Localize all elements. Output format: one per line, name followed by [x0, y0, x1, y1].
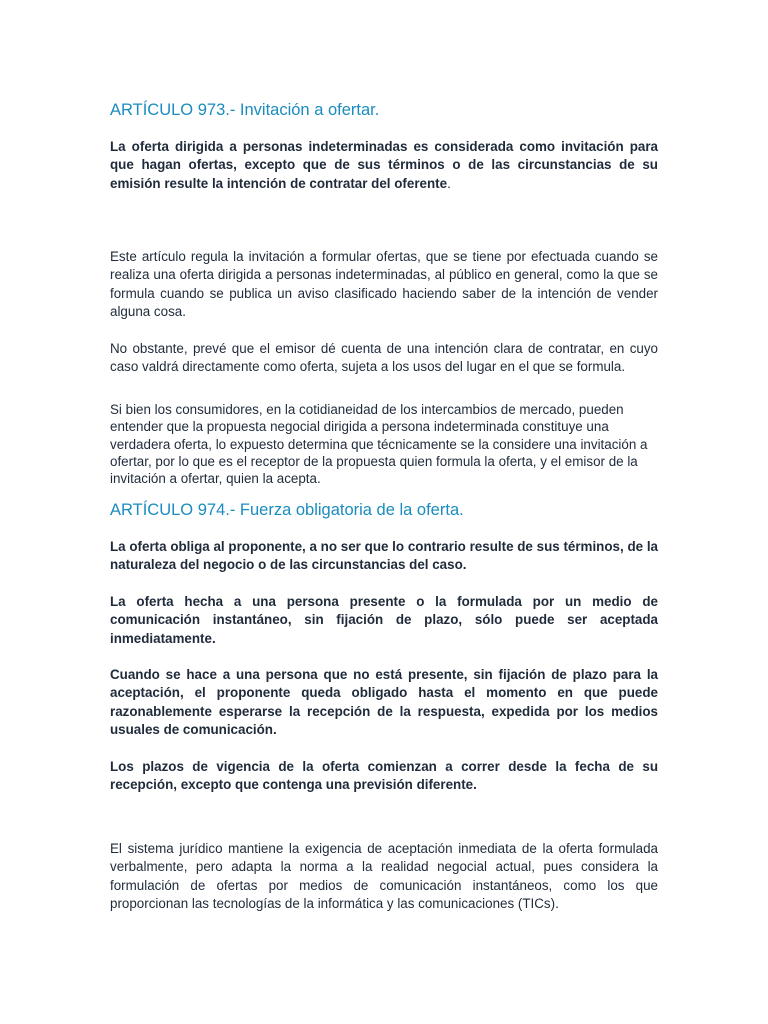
article-974-law-text-4: Los plazos de vigencia de la oferta comienzan a correr desde la fecha de su recepción, excepto que contenga una previsión diferente. — [110, 759, 658, 793]
article-973-commentary-1: Este artículo regula la invitación a formular ofertas, que se tiene por efectuada cuando se realiza una oferta dirigida a personas indeterminadas, al público en general, como la que se formula cuando se publica un aviso clasificado haciendo saber de la intención de vender alguna cosa. — [110, 249, 658, 319]
article-973-law-text-main: La oferta dirigida a personas indeterminadas es considerada como invitación para que hagan ofertas, excepto que de sus términos o de las circunstancias de su emisión resulte la intención de contratar del oferente — [110, 139, 658, 191]
article-973-commentary-3: Si bien los consumidores, en la cotidianeidad de los intercambios de mercado, pueden entender que la propuesta negocial dirigida a persona indeterminada constituye una verdadera oferta, lo expuesto determina que técnicamente se la considere una invitación a ofertar, por lo que es el receptor de la propuesta quien formula la oferta, y el emisor de la invitación a ofertar, quien la acepta. — [110, 402, 648, 487]
article-973-law-text-end: . — [447, 175, 451, 191]
article-973-law-text — [110, 138, 658, 193]
article-974-law-text-3: Cuando se hace a una persona que no está presente, sin fijación de plazo para la aceptación, el proponente queda obligado hasta el momento en que puede razonablemente esperarse la recepción de la respuesta, expedida por los medios usuales de comunicación. — [110, 667, 658, 737]
article-974-commentary: El sistema jurídico mantiene la exigencia de aceptación inmediata de la oferta formulada verbalmente, pero adapta la norma a la realidad negocial actual, pues considera la formulación de ofertas por medios de comunicación instantáneos, como los que proporcionan las tecnologías de la informática y las comunicaciones (TICs). — [110, 841, 658, 911]
article-974-heading: ARTÍCULO 974.- Fuerza obligatoria de la oferta. — [110, 501, 464, 519]
article-973-commentary-2: No obstante, prevé que el emisor dé cuenta de una intención clara de contratar, en cuyo caso valdrá directamente como oferta, sujeta a los usos del lugar en el que se formula. — [110, 341, 658, 375]
article-973-heading: ARTÍCULO 973.- Invitación a ofertar. — [110, 101, 380, 119]
article-974-law-text-2: La oferta hecha a una persona presente o la formulada por un medio de comunicación instantáneo, sin fijación de plazo, sólo puede ser aceptada inmediatamente. — [110, 594, 658, 646]
article-974-law-text-1: La oferta obliga al proponente, a no ser que lo contrario resulte de sus términos, de la naturaleza del negocio o de las circunstancias del caso. — [110, 539, 658, 573]
